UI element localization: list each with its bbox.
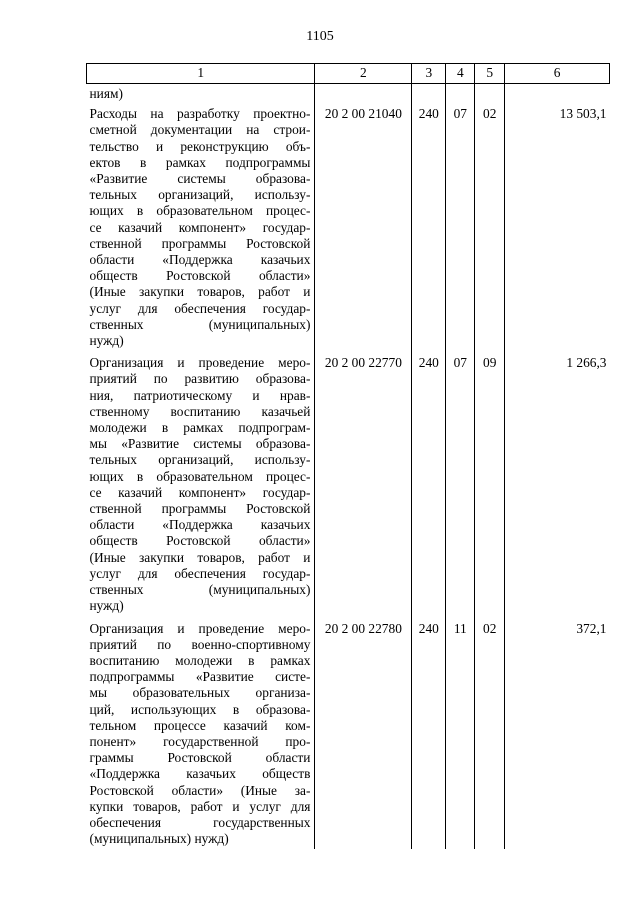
description-line: Организация и проведение меро- bbox=[89, 620, 311, 636]
table-row bbox=[87, 617, 610, 850]
description-line: ственных (муниципальных) bbox=[89, 582, 311, 598]
description-line: купки товаров, работ и услуг для bbox=[89, 798, 311, 814]
description-line: ственной программы Ростовской bbox=[89, 501, 311, 517]
row-rz: 07 bbox=[446, 102, 475, 351]
description-line: ственной программы Ростовской bbox=[89, 235, 311, 251]
table-row bbox=[87, 351, 610, 616]
column-header-code: 2 bbox=[315, 64, 412, 84]
continuation-text: ниям) bbox=[89, 86, 123, 101]
description-line: се казачий компонент» государ- bbox=[89, 484, 311, 500]
row-code: 20 2 00 21040 bbox=[315, 102, 412, 351]
description-line: ственных (муниципальных) bbox=[89, 316, 311, 332]
description-line: понент» государственной про- bbox=[89, 733, 311, 749]
description-line: тельных организаций, использу- bbox=[89, 452, 311, 468]
column-header-description: 1 bbox=[87, 64, 315, 84]
description-line: ектов в рамках подпрограммы bbox=[89, 154, 311, 170]
description-line: обществ Ростовской области» bbox=[89, 268, 311, 284]
budget-table bbox=[86, 63, 610, 849]
column-header-pr: 5 bbox=[475, 64, 505, 84]
row-code: 20 2 00 22780 bbox=[315, 617, 412, 850]
row-description bbox=[87, 351, 315, 616]
row-pr: 02 bbox=[475, 102, 505, 351]
description-line: нужд) bbox=[89, 333, 124, 349]
page-number: 1105 bbox=[306, 29, 334, 44]
description-line: ций, использующих в образова- bbox=[89, 701, 311, 717]
description-line: обеспечения государственных bbox=[89, 814, 311, 830]
column-header-rz: 4 bbox=[446, 64, 475, 84]
row-amount: 13 503,1 bbox=[505, 102, 610, 351]
description-line: услуг для обеспечения государ- bbox=[89, 565, 311, 581]
row-vr: 240 bbox=[412, 102, 446, 351]
description-line: Ростовской области» (Иные за- bbox=[89, 782, 311, 798]
description-line: граммы Ростовской области bbox=[89, 750, 311, 766]
column-header-row bbox=[87, 64, 610, 84]
description-line: подпрограммы «Развитие систе- bbox=[89, 669, 311, 685]
row-amount: 1 266,3 bbox=[505, 351, 610, 616]
description-line: ющих в образовательном процес- bbox=[89, 468, 311, 484]
row-rz: 07 bbox=[446, 351, 475, 616]
row-amount: 372,1 bbox=[505, 617, 610, 850]
description-line: ющих в образовательном процес- bbox=[89, 203, 311, 219]
table-row bbox=[87, 102, 610, 351]
description-line: приятий по военно-спортивному bbox=[89, 636, 311, 652]
column-header-vr: 3 bbox=[412, 64, 446, 84]
row-pr: 09 bbox=[475, 351, 505, 616]
description-line: тельном процессе казачий ком- bbox=[89, 717, 311, 733]
description-line: тельных организаций, использу- bbox=[89, 187, 311, 203]
description-line: услуг для обеспечения государ- bbox=[89, 300, 311, 316]
row-pr: 02 bbox=[475, 617, 505, 850]
continuation-row bbox=[87, 84, 610, 103]
row-rz: 11 bbox=[446, 617, 475, 850]
row-vr: 240 bbox=[412, 351, 446, 616]
description-line: молодежи в рамках подпрограм- bbox=[89, 420, 311, 436]
description-line: области «Поддержка казачьих bbox=[89, 517, 311, 533]
description-line: «Поддержка казачьих обществ bbox=[89, 766, 311, 782]
description-line: (Иные закупки товаров, работ и bbox=[89, 549, 311, 565]
description-line: воспитанию молодежи в рамках bbox=[89, 652, 311, 668]
row-vr: 240 bbox=[412, 617, 446, 850]
description-line: нужд) bbox=[89, 598, 124, 614]
description-line: мы образовательных организа- bbox=[89, 685, 311, 701]
description-line: «Развитие системы образова- bbox=[89, 171, 311, 187]
row-description bbox=[87, 102, 315, 351]
description-line: сметной документации на строи- bbox=[89, 122, 311, 138]
description-line: мы «Развитие системы образова- bbox=[89, 436, 311, 452]
row-code: 20 2 00 22770 bbox=[315, 351, 412, 616]
description-line: Организация и проведение меро- bbox=[89, 355, 311, 371]
description-line: области «Поддержка казачьих bbox=[89, 252, 311, 268]
description-line: ственному воспитанию казачьей bbox=[89, 403, 311, 419]
description-line: Расходы на разработку проектно- bbox=[89, 106, 311, 122]
description-line: приятий по развитию образова- bbox=[89, 371, 311, 387]
row-description bbox=[87, 617, 315, 850]
description-line: (муниципальных) нужд) bbox=[89, 831, 229, 847]
column-header-amount: 6 bbox=[505, 64, 610, 84]
description-line: ния, патриотическому и нрав- bbox=[89, 387, 311, 403]
description-line: обществ Ростовской области» bbox=[89, 533, 311, 549]
description-line: тельство и реконструкцию объ- bbox=[89, 138, 311, 154]
description-line: (Иные закупки товаров, работ и bbox=[89, 284, 311, 300]
description-line: се казачий компонент» государ- bbox=[89, 219, 311, 235]
